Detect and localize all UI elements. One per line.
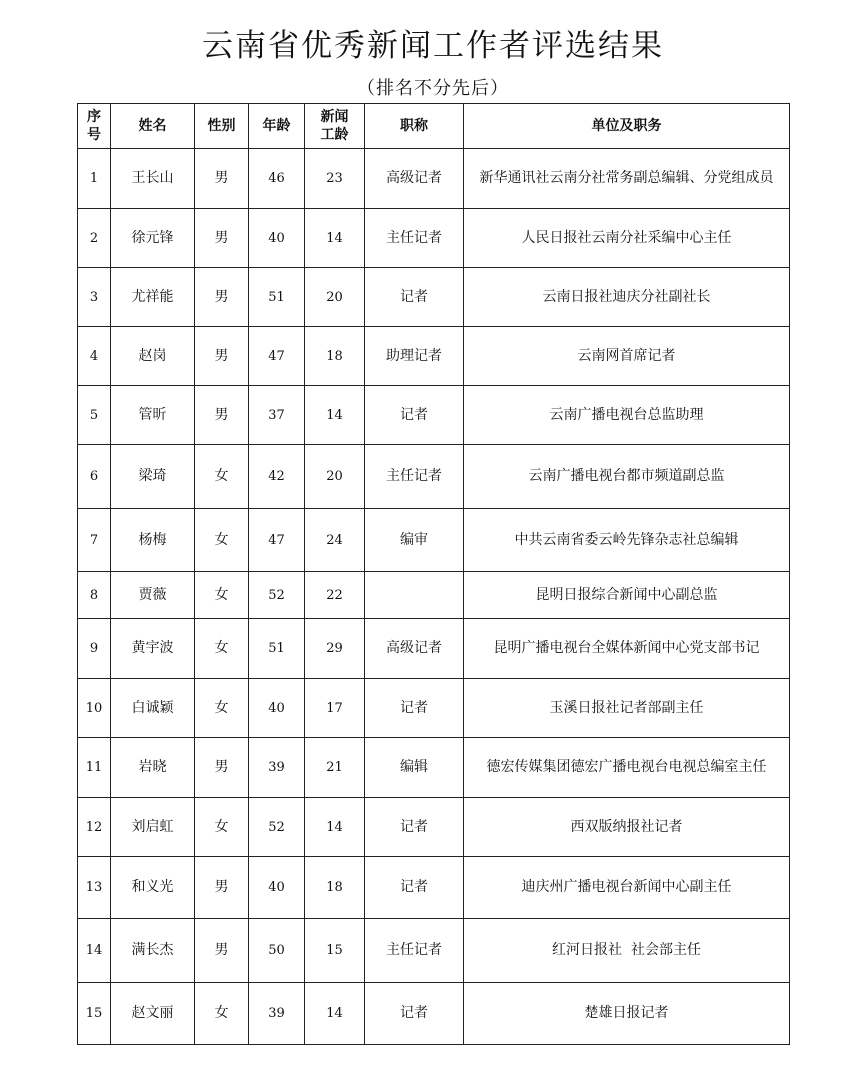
cell-gender: 女 bbox=[195, 798, 249, 857]
cell-name: 白诚颖 bbox=[111, 679, 195, 738]
cell-years: 17 bbox=[305, 679, 365, 738]
cell-rank: 编审 bbox=[365, 509, 464, 572]
table-row bbox=[78, 509, 790, 572]
cell-rank bbox=[365, 572, 464, 619]
header-seq bbox=[78, 104, 111, 149]
cell-age: 47 bbox=[249, 327, 305, 386]
cell-name: 杨梅 bbox=[111, 509, 195, 572]
cell-gender: 男 bbox=[195, 268, 249, 327]
table-row bbox=[78, 983, 790, 1045]
cell-gender: 男 bbox=[195, 857, 249, 919]
table-row bbox=[78, 572, 790, 619]
header-seq-line2: 号 bbox=[87, 127, 101, 143]
cell-position: 红河日报社 社会部主任 bbox=[464, 919, 790, 983]
cell-name: 黄宇波 bbox=[111, 619, 195, 679]
cell-age: 52 bbox=[249, 572, 305, 619]
cell-gender: 男 bbox=[195, 327, 249, 386]
cell-position: 德宏传媒集团德宏广播电视台电视总编室主任 bbox=[464, 738, 790, 798]
cell-seq: 11 bbox=[78, 738, 111, 798]
header-years-line1: 新闻 bbox=[320, 109, 349, 125]
cell-seq: 14 bbox=[78, 919, 111, 983]
cell-rank: 高级记者 bbox=[365, 149, 464, 209]
cell-seq: 3 bbox=[78, 268, 111, 327]
table-row bbox=[78, 268, 790, 327]
cell-name: 徐元锋 bbox=[111, 209, 195, 268]
cell-position: 云南日报社迪庆分社副社长 bbox=[464, 268, 790, 327]
cell-seq: 13 bbox=[78, 857, 111, 919]
cell-years: 29 bbox=[305, 619, 365, 679]
cell-years: 20 bbox=[305, 445, 365, 509]
cell-rank: 主任记者 bbox=[365, 209, 464, 268]
cell-age: 39 bbox=[249, 738, 305, 798]
cell-seq: 1 bbox=[78, 149, 111, 209]
cell-age: 40 bbox=[249, 679, 305, 738]
cell-years: 15 bbox=[305, 919, 365, 983]
cell-seq: 8 bbox=[78, 572, 111, 619]
cell-age: 40 bbox=[249, 209, 305, 268]
cell-rank: 助理记者 bbox=[365, 327, 464, 386]
cell-age: 37 bbox=[249, 386, 305, 445]
table-row bbox=[78, 327, 790, 386]
table-row bbox=[78, 386, 790, 445]
header-gender: 性别 bbox=[195, 104, 249, 149]
cell-position: 西双版纳报社记者 bbox=[464, 798, 790, 857]
header-age: 年龄 bbox=[249, 104, 305, 149]
cell-name: 赵文丽 bbox=[111, 983, 195, 1045]
cell-gender: 女 bbox=[195, 619, 249, 679]
cell-age: 40 bbox=[249, 857, 305, 919]
cell-gender: 女 bbox=[195, 983, 249, 1045]
cell-seq: 9 bbox=[78, 619, 111, 679]
table-body bbox=[78, 149, 790, 1045]
cell-name: 管昕 bbox=[111, 386, 195, 445]
cell-age: 50 bbox=[249, 919, 305, 983]
header-seq-line1: 序 bbox=[87, 109, 101, 125]
table-row bbox=[78, 857, 790, 919]
cell-rank: 记者 bbox=[365, 386, 464, 445]
cell-years: 20 bbox=[305, 268, 365, 327]
cell-seq: 10 bbox=[78, 679, 111, 738]
cell-years: 21 bbox=[305, 738, 365, 798]
cell-rank: 记者 bbox=[365, 679, 464, 738]
cell-seq: 2 bbox=[78, 209, 111, 268]
cell-gender: 女 bbox=[195, 572, 249, 619]
cell-age: 47 bbox=[249, 509, 305, 572]
cell-gender: 女 bbox=[195, 679, 249, 738]
document-title: 云南省优秀新闻工作者评选结果 bbox=[202, 28, 664, 64]
cell-age: 52 bbox=[249, 798, 305, 857]
cell-gender: 男 bbox=[195, 738, 249, 798]
header-name: 姓名 bbox=[111, 104, 195, 149]
cell-position: 中共云南省委云岭先锋杂志社总编辑 bbox=[464, 509, 790, 572]
table-row bbox=[78, 679, 790, 738]
cell-name: 刘启虹 bbox=[111, 798, 195, 857]
cell-age: 39 bbox=[249, 983, 305, 1045]
cell-position: 昆明日报综合新闻中心副总监 bbox=[464, 572, 790, 619]
cell-rank: 编辑 bbox=[365, 738, 464, 798]
cell-name: 尤祥能 bbox=[111, 268, 195, 327]
cell-seq: 4 bbox=[78, 327, 111, 386]
table-row bbox=[78, 738, 790, 798]
cell-rank: 高级记者 bbox=[365, 619, 464, 679]
cell-seq: 12 bbox=[78, 798, 111, 857]
cell-position: 云南广播电视台都市频道副总监 bbox=[464, 445, 790, 509]
cell-position: 玉溪日报社记者部副主任 bbox=[464, 679, 790, 738]
document-subtitle: （排名不分先后） bbox=[357, 78, 509, 99]
cell-name: 岩晓 bbox=[111, 738, 195, 798]
header-position: 单位及职务 bbox=[464, 104, 790, 149]
table-row bbox=[78, 798, 790, 857]
table-row bbox=[78, 445, 790, 509]
cell-age: 51 bbox=[249, 619, 305, 679]
header-years bbox=[305, 104, 365, 149]
cell-gender: 女 bbox=[195, 509, 249, 572]
cell-age: 46 bbox=[249, 149, 305, 209]
cell-position: 迪庆州广播电视台新闻中心副主任 bbox=[464, 857, 790, 919]
cell-position: 楚雄日报记者 bbox=[464, 983, 790, 1045]
cell-gender: 男 bbox=[195, 919, 249, 983]
cell-years: 14 bbox=[305, 798, 365, 857]
cell-age: 51 bbox=[249, 268, 305, 327]
cell-years: 18 bbox=[305, 857, 365, 919]
cell-age: 42 bbox=[249, 445, 305, 509]
cell-rank: 记者 bbox=[365, 798, 464, 857]
header-rank: 职称 bbox=[365, 104, 464, 149]
cell-gender: 男 bbox=[195, 149, 249, 209]
cell-years: 23 bbox=[305, 149, 365, 209]
cell-name: 赵岗 bbox=[111, 327, 195, 386]
table-row bbox=[78, 149, 790, 209]
cell-years: 14 bbox=[305, 386, 365, 445]
cell-seq: 15 bbox=[78, 983, 111, 1045]
table-row bbox=[78, 919, 790, 983]
cell-seq: 5 bbox=[78, 386, 111, 445]
cell-rank: 记者 bbox=[365, 857, 464, 919]
cell-rank: 主任记者 bbox=[365, 445, 464, 509]
header-row bbox=[78, 104, 790, 149]
cell-seq: 6 bbox=[78, 445, 111, 509]
cell-name: 王长山 bbox=[111, 149, 195, 209]
cell-gender: 男 bbox=[195, 209, 249, 268]
cell-rank: 记者 bbox=[365, 268, 464, 327]
cell-years: 22 bbox=[305, 572, 365, 619]
cell-name: 和义光 bbox=[111, 857, 195, 919]
cell-years: 14 bbox=[305, 209, 365, 268]
cell-years: 18 bbox=[305, 327, 365, 386]
cell-name: 梁琦 bbox=[111, 445, 195, 509]
cell-position: 新华通讯社云南分社常务副总编辑、分党组成员 bbox=[464, 149, 790, 209]
cell-years: 14 bbox=[305, 983, 365, 1045]
cell-rank: 主任记者 bbox=[365, 919, 464, 983]
cell-gender: 男 bbox=[195, 386, 249, 445]
cell-position: 云南网首席记者 bbox=[464, 327, 790, 386]
cell-position: 昆明广播电视台全媒体新闻中心党支部书记 bbox=[464, 619, 790, 679]
cell-years: 24 bbox=[305, 509, 365, 572]
table-row bbox=[78, 209, 790, 268]
header-years-line2: 工龄 bbox=[320, 127, 349, 143]
cell-rank: 记者 bbox=[365, 983, 464, 1045]
cell-name: 满长杰 bbox=[111, 919, 195, 983]
cell-position: 云南广播电视台总监助理 bbox=[464, 386, 790, 445]
cell-seq: 7 bbox=[78, 509, 111, 572]
results-table bbox=[77, 103, 790, 1045]
cell-gender: 女 bbox=[195, 445, 249, 509]
cell-name: 贾薇 bbox=[111, 572, 195, 619]
table-row bbox=[78, 619, 790, 679]
cell-position: 人民日报社云南分社采编中心主任 bbox=[464, 209, 790, 268]
